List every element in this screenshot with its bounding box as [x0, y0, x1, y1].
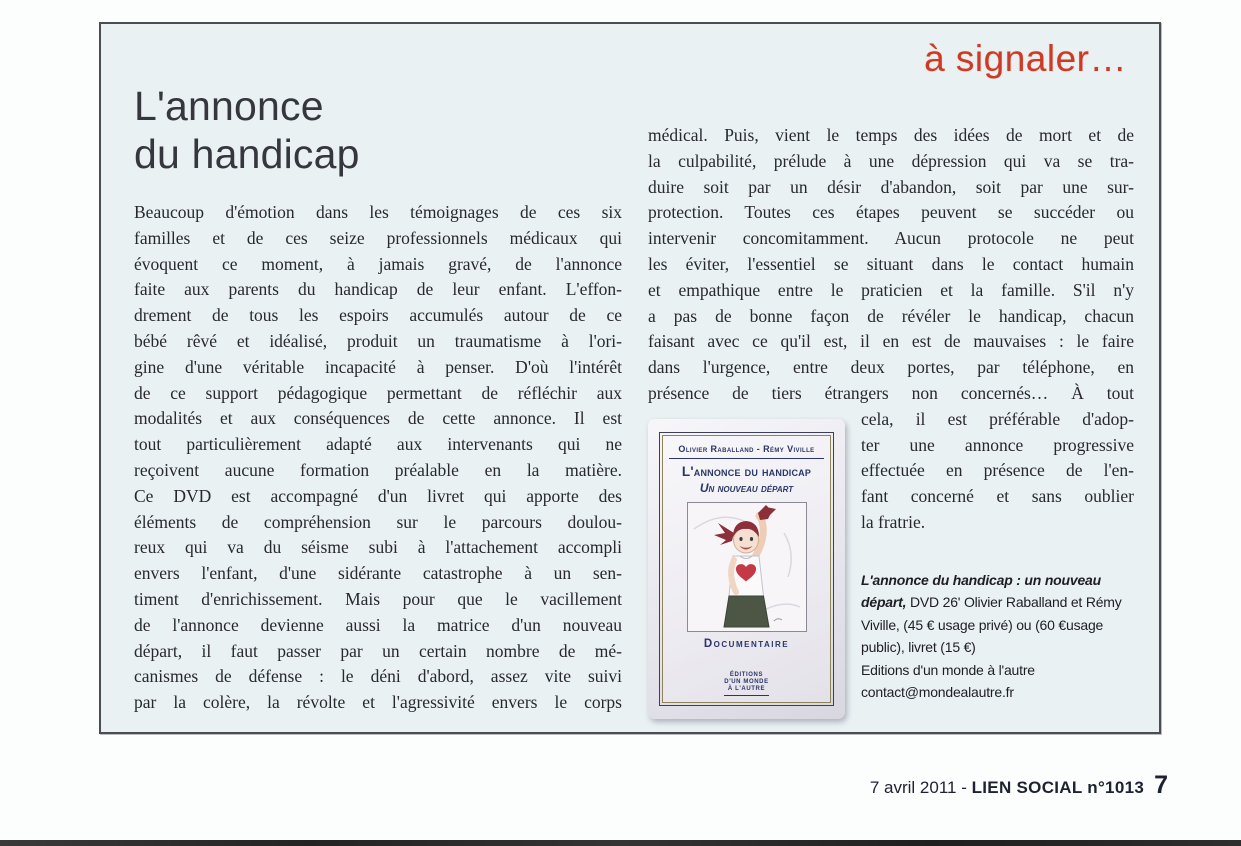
section-label: à signaler…	[924, 38, 1127, 79]
footer-magazine: LIEN SOCIAL n°1013	[971, 778, 1145, 797]
body-text-line: timent d'enrichissement. Mais pour que le vacillement	[134, 588, 622, 609]
body-text-line: départ, il faut passer par un certain nombre de mé-	[134, 640, 622, 661]
body-text-line: tout particulièrement adapté aux intervenants qui ne	[134, 434, 622, 455]
scan-edge-strip	[0, 840, 1241, 846]
body-text-line: évoquent ce moment, à jamais gravé, de l'annonce	[134, 253, 622, 274]
dvd-caption	[861, 569, 1134, 704]
footer-date: 7 avril 2011 -	[869, 778, 972, 797]
body-text-line: reux qui va du séisme subi à l'attachement accompli	[134, 537, 622, 558]
article-title	[134, 82, 360, 178]
body-text-line: présence de tiers étrangers non concernés… À tout	[648, 382, 1134, 403]
dvd-cover-authors: Olivier Raballand - Rémy Viville	[669, 444, 824, 459]
article-right-column-text	[648, 123, 1134, 407]
body-text-line: dans l'urgence, entre deux portes, par téléphone, en	[648, 357, 1134, 378]
dvd-cover-frame	[659, 432, 834, 706]
body-text-line: la culpabilité, prélude à une dépression qui va se tra-	[648, 150, 1134, 171]
body-text-line: de ce support pédagogique permettant de réfléchir aux	[134, 382, 622, 403]
dvd-caption-email: contact@mondealautre.fr	[861, 684, 1014, 701]
body-text-line: duire soit par un désir d'abandon, soit par une sur-	[648, 176, 1134, 197]
body-text-line: a pas de bonne façon de révéler le handicap, chacun	[648, 305, 1134, 326]
body-text-line: Ce DVD est accompagné d'un livret qui apporte des	[134, 485, 622, 506]
page-footer	[870, 771, 1168, 800]
publisher-logo: ÉDITIONS D'UN MONDE À L'AUTRE	[724, 672, 768, 696]
body-text-line: reçoivent aucune formation préalable en la matière.	[134, 459, 622, 480]
body-text-line: faite aux parents du handicap de leur enfant. L'effon-	[134, 279, 622, 300]
body-text-line: éléments de compréhension sur le parcours doulou-	[134, 511, 622, 532]
girl-illustration	[687, 502, 807, 632]
article-left-column	[134, 200, 622, 716]
body-text-line: de l'annonce devienne aussi la matrice d'un nouveau	[134, 614, 622, 635]
body-text-line: familles et de ces seize professionnels médicaux qui	[134, 227, 622, 248]
article-panel	[99, 22, 1161, 734]
dvd-caption-text	[861, 569, 1134, 659]
dvd-caption-title: L'annonce du handicap : un nouveau départ,	[861, 571, 1101, 611]
article-title-line1: L'annonce	[134, 83, 324, 129]
footer-page-number: 7	[1154, 771, 1168, 799]
body-text-line: et empathique entre le praticien et la famille. S'il n'y	[648, 279, 1134, 300]
article-title-line2: du handicap	[134, 131, 360, 177]
dvd-caption-publisher: Editions d'un monde à l'autre	[861, 661, 1035, 678]
body-text-line: ter une annonce progressive	[861, 434, 1134, 455]
body-text-line: les éviter, l'essentiel se situant dans le contact humain	[648, 253, 1134, 274]
body-text-line: protection. Toutes ces étapes peuvent se succéder ou	[648, 202, 1134, 223]
body-text-line: effectuée en présence de l'en-	[861, 460, 1134, 481]
body-text-line: cela, il est préférable d'adop-	[861, 408, 1134, 429]
body-text-line: faisant avec ce qu'il est, il en est de mauvaises : le faire	[648, 331, 1134, 352]
body-text-line: médical. Puis, vient le temps des idées de mort et de	[648, 125, 1134, 145]
body-text-line: gine d'une véritable incapacité à penser. D'où l'intérêt	[134, 356, 622, 377]
body-text-line: Beaucoup d'émotion dans les témoignages de ces six	[134, 202, 622, 222]
dvd-cover	[648, 419, 845, 719]
dvd-cover-title: L'annonce du handicap	[681, 463, 812, 479]
body-text-line: la fratrie.	[861, 511, 926, 532]
dvd-cover-subtitle: Un nouveau départ	[699, 480, 794, 495]
dvd-caption-details: DVD 26' Olivier Raballand et Rémy Viville, (45 € usage privé) ou (60 €usage public), livret (15 €)	[861, 594, 1122, 656]
body-text-line: intervenir concomitamment. Aucun protocole ne peut	[648, 228, 1134, 249]
body-text-line: drement de tous les espoirs accumulés autour de ce	[134, 305, 622, 326]
body-text-line: envers l'enfant, d'une sidérante catastrophe à un sen-	[134, 563, 622, 584]
body-text-line: modalités et aux conséquences de cette annonce. Il est	[134, 408, 622, 429]
body-text-line: fant concerné et sans oublier	[861, 486, 1134, 507]
body-text-line: bébé rêvé et idéalisé, produit un traumatisme à l'ori-	[134, 330, 622, 351]
article-right-column	[648, 123, 1134, 719]
body-text-line: canismes de défense : le déni d'abord, assez vite suivi	[134, 666, 622, 687]
body-text-line: par la colère, la révolte et l'agressivité envers le corps	[134, 692, 622, 713]
dvd-cover-genre: Documentaire	[703, 637, 790, 650]
